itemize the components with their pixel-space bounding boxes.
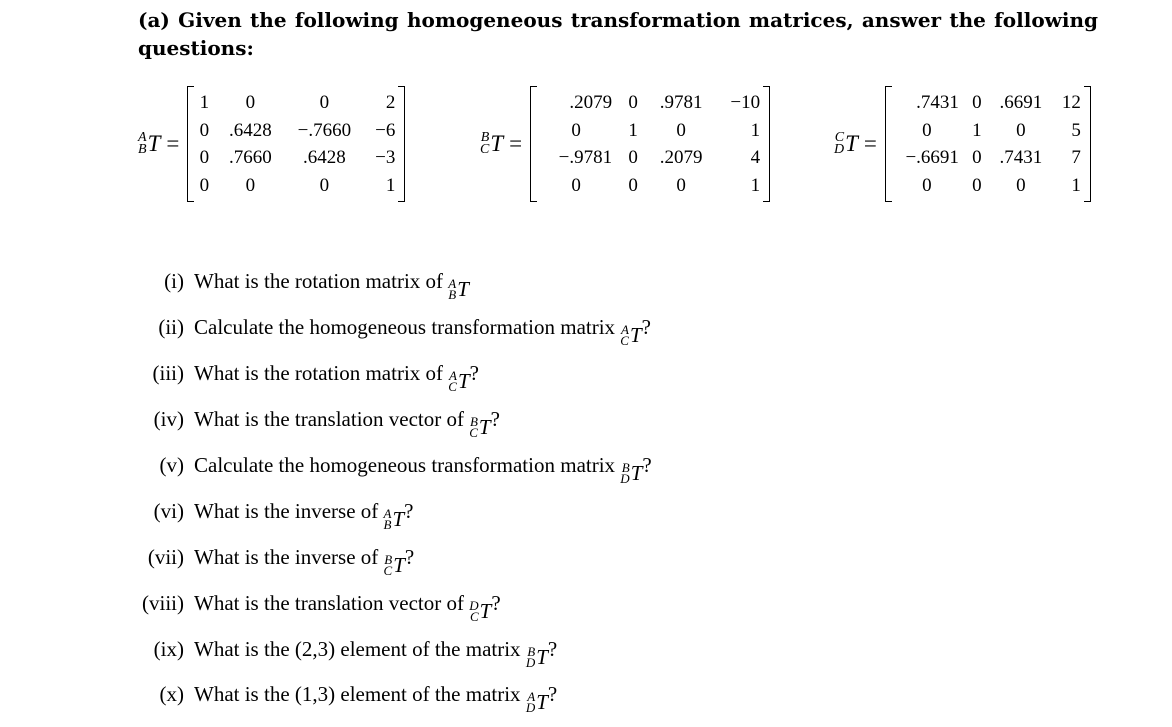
matrix-cell: 1 xyxy=(199,92,210,113)
question-label: (ii) xyxy=(158,315,184,339)
question-tail: ? xyxy=(491,591,501,615)
matrix-cell: 0 xyxy=(922,174,932,196)
math-subscript: D xyxy=(620,471,630,486)
math-superscript: A xyxy=(449,368,457,383)
matrix-cell: −3 xyxy=(375,147,396,168)
matrix-symbol: T xyxy=(147,131,161,156)
math-subscript: B xyxy=(448,287,457,302)
question-label: (iv) xyxy=(153,407,184,431)
matrix-cell: .6428 xyxy=(302,147,346,168)
matrix-superscript: B xyxy=(480,130,490,145)
question-tail: ? xyxy=(490,407,500,431)
matrix-body xyxy=(885,86,1091,202)
matrix-cell: 0 xyxy=(319,92,330,113)
matrix-cell: 12 xyxy=(1061,92,1081,113)
matrix-cell: 0 xyxy=(1016,119,1026,141)
question-tail: ? xyxy=(642,453,652,477)
heading-line-2: questions: xyxy=(138,36,254,60)
question-label: (iii) xyxy=(152,361,184,385)
question-item xyxy=(0,450,1172,486)
math-letter: T xyxy=(393,553,405,577)
matrix-cell: 5 xyxy=(1071,119,1081,141)
matrix-cell: .7660 xyxy=(228,147,272,168)
math-symbol xyxy=(448,366,469,396)
matrix-cell: 0 xyxy=(245,174,256,196)
matrix-cell: 0 xyxy=(972,92,982,113)
matrix-lhs xyxy=(834,131,877,157)
matrix-cell: 0 xyxy=(676,119,686,141)
matrix-symbol: T xyxy=(490,131,504,156)
question-text: What is the rotation matrix of xyxy=(194,269,449,293)
matrix-subscript: D xyxy=(834,142,845,157)
question-tail: ? xyxy=(469,361,479,385)
matrix-cell: .9781 xyxy=(659,92,703,113)
matrix-cell: 1 xyxy=(1071,174,1081,196)
math-superscript: A xyxy=(527,689,536,704)
matrix-a-b-t xyxy=(138,86,405,202)
math-letter: T xyxy=(457,277,469,301)
question-item xyxy=(0,588,1172,624)
matrix-grid xyxy=(537,86,763,202)
question-label: (vii) xyxy=(147,545,184,569)
matrix-cell: 0 xyxy=(972,174,982,196)
math-symbol xyxy=(620,458,642,488)
matrix-subscript: B xyxy=(138,142,147,157)
math-superscript: A xyxy=(621,322,629,337)
equals-sign: = xyxy=(166,131,180,156)
math-letter: T xyxy=(392,507,405,531)
question-label: (i) xyxy=(164,269,184,293)
matrix-cell: 0 xyxy=(628,92,638,113)
question-item xyxy=(0,358,1172,394)
math-superscript: B xyxy=(527,644,536,659)
matrix-cell: 0 xyxy=(972,147,982,168)
matrix-cell: −.9781 xyxy=(558,147,613,168)
question-item xyxy=(0,496,1172,532)
matrix-cell: .6428 xyxy=(228,119,272,141)
matrix-cell: 0 xyxy=(245,92,256,113)
math-subscript: C xyxy=(620,333,629,348)
equals-sign: = xyxy=(863,131,877,156)
matrix-cell: 0 xyxy=(1016,174,1026,196)
right-bracket xyxy=(398,86,405,202)
matrix-lhs xyxy=(138,131,179,157)
question-item xyxy=(0,312,1172,348)
matrix-cell: 1 xyxy=(750,119,761,141)
question-tail: ? xyxy=(404,499,414,523)
matrix-cell: 0 xyxy=(199,119,210,141)
matrix-cell: 2 xyxy=(385,92,396,113)
matrix-cell: −.6691 xyxy=(905,147,959,168)
matrix-superscript: C xyxy=(834,130,845,145)
math-letter: T xyxy=(536,690,548,714)
matrix-body xyxy=(530,86,770,202)
matrix-cell: 0 xyxy=(199,174,210,196)
matrix-cell: 7 xyxy=(1071,147,1081,168)
matrix-symbol: T xyxy=(845,131,858,156)
matrix-cell: 1 xyxy=(628,119,638,141)
math-letter: T xyxy=(630,461,643,485)
math-letter: T xyxy=(457,369,470,393)
question-item xyxy=(0,679,1172,715)
math-subscript: C xyxy=(469,425,478,440)
question-text: What is the rotation matrix of xyxy=(194,361,449,385)
right-bracket xyxy=(1084,86,1091,202)
matrix-cell: 0 xyxy=(319,174,330,196)
matrix-cell: 0 xyxy=(628,174,638,196)
question-text: What is the (2,3) element of the matrix xyxy=(194,637,526,661)
math-letter: T xyxy=(536,645,548,669)
matrix-cell: 4 xyxy=(750,147,761,168)
matrix-cell: 0 xyxy=(676,174,686,196)
question-tail: ? xyxy=(641,315,651,339)
matrix-cell: .6691 xyxy=(999,92,1043,113)
left-bracket xyxy=(530,86,537,202)
left-bracket xyxy=(885,86,892,202)
math-symbol xyxy=(620,320,641,350)
math-symbol xyxy=(469,412,490,442)
question-text: What is the translation vector of xyxy=(194,407,470,431)
math-letter: T xyxy=(479,599,492,623)
heading-line-1: (a) Given the following homogeneous transformation matrices, answer the following xyxy=(138,8,1098,32)
math-symbol xyxy=(384,550,405,580)
matrix-cell: 0 xyxy=(571,119,581,141)
problem-heading xyxy=(138,6,1098,62)
math-symbol xyxy=(384,504,405,534)
left-bracket xyxy=(187,86,194,202)
math-letter: T xyxy=(629,323,642,347)
question-label: (ix) xyxy=(153,637,184,661)
question-item xyxy=(0,542,1172,578)
equals-sign: = xyxy=(509,131,523,156)
matrix-cell: .2079 xyxy=(659,147,703,168)
math-superscript: B xyxy=(469,414,478,429)
matrix-cell: 0 xyxy=(571,174,581,196)
math-superscript: D xyxy=(469,598,479,613)
math-subscript: D xyxy=(525,655,536,670)
matrix-c-d-t xyxy=(834,86,1091,202)
math-symbol xyxy=(526,642,548,672)
question-text: What is the inverse of xyxy=(194,499,384,523)
question-tail: ? xyxy=(547,637,558,661)
question-item xyxy=(0,634,1172,670)
question-tail: ? xyxy=(404,545,415,569)
matrix-cell: 1 xyxy=(972,119,982,141)
question-item xyxy=(0,404,1172,440)
matrix-cell: 1 xyxy=(750,174,761,196)
math-superscript: B xyxy=(384,552,393,567)
matrix-superscript: A xyxy=(138,130,147,145)
matrix-cell: −6 xyxy=(375,119,396,141)
math-subscript: C xyxy=(448,379,457,394)
matrix-cell: 0 xyxy=(922,119,932,141)
question-label: (viii) xyxy=(142,591,184,615)
matrix-cell: .7431 xyxy=(916,92,959,113)
matrix-cell: 1 xyxy=(385,174,396,196)
math-letter: T xyxy=(478,415,491,439)
math-subscript: B xyxy=(383,517,392,532)
question-text: What is the (1,3) element of the matrix xyxy=(194,682,526,706)
question-text: What is the inverse of xyxy=(194,545,384,569)
math-symbol xyxy=(469,596,491,626)
matrix-cell: .2079 xyxy=(569,92,613,113)
question-label: (vi) xyxy=(153,499,184,523)
matrix-cell: 0 xyxy=(199,147,210,168)
question-text: Calculate the homogeneous transformation matrix xyxy=(194,315,621,339)
question-label: (v) xyxy=(159,453,184,477)
question-text: Calculate the homogeneous transformation matrix xyxy=(194,453,621,477)
math-subscript: C xyxy=(383,563,393,578)
matrix-grid xyxy=(194,86,398,202)
matrix-subscript: C xyxy=(480,142,490,157)
matrix-grid xyxy=(892,86,1084,202)
matrix-lhs xyxy=(480,131,522,157)
math-superscript: A xyxy=(383,506,392,521)
question-text: What is the translation vector of xyxy=(194,591,470,615)
math-subscript: D xyxy=(525,700,536,715)
matrix-cell: −.7660 xyxy=(297,119,352,141)
question-item xyxy=(0,266,1172,302)
math-subscript: C xyxy=(469,609,479,624)
math-superscript: B xyxy=(621,460,630,475)
math-symbol xyxy=(448,274,469,304)
question-label: (x) xyxy=(159,682,184,706)
matrix-cell: .7431 xyxy=(999,147,1043,168)
math-superscript: A xyxy=(448,276,457,291)
question-tail: ? xyxy=(547,682,558,706)
right-bracket xyxy=(763,86,770,202)
matrix-cell: 0 xyxy=(628,147,638,168)
matrix-b-c-t xyxy=(480,86,770,202)
math-symbol xyxy=(526,687,548,717)
matrix-body xyxy=(187,86,405,202)
matrix-cell: −10 xyxy=(730,92,761,113)
